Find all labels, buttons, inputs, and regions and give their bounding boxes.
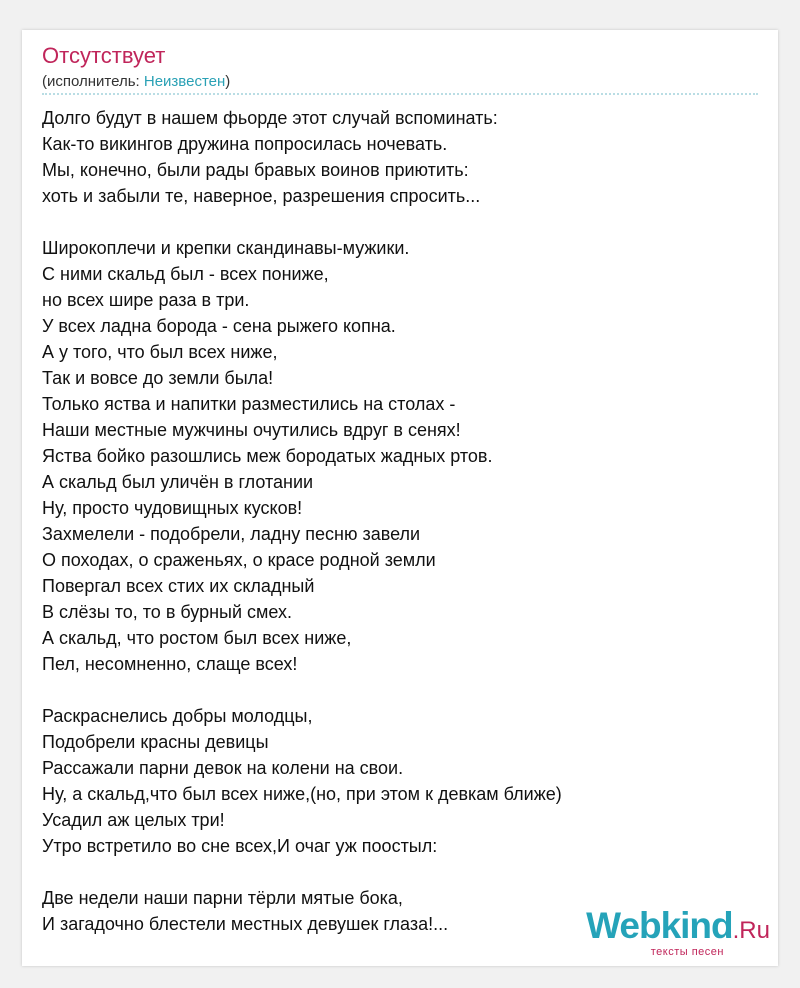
lyric-line: Ну, а скальд,что был всех ниже,(но, при этом к девкам ближе) xyxy=(42,784,562,804)
lyric-line: Пел, несомненно, слаще всех! xyxy=(42,654,298,674)
lyric-line: Повергал всех стих их складный xyxy=(42,576,315,596)
lyric-line: С ними скальд был - всех пониже, xyxy=(42,264,329,284)
lyrics-text xyxy=(42,105,758,937)
webkind-logo[interactable] xyxy=(586,907,770,958)
lyric-line: А скальд был уличён в глотании xyxy=(42,472,314,492)
lyric-line: О походах, о сраженьях, о красе родной земли xyxy=(42,550,436,570)
lyric-line: Широкоплечи и крепки скандинавы-мужики. xyxy=(42,238,410,258)
logo-main: Webkind xyxy=(586,905,733,946)
lyric-line: Мы, конечно, были рады бравых воинов приютить: xyxy=(42,160,469,180)
lyric-line: И загадочно блестели местных девушек глаза!... xyxy=(42,914,449,934)
lyric-line: Как-то викингов дружина попросилась ночевать. xyxy=(42,134,448,154)
lyric-line: Наши местные мужчины очутились вдруг в сенях! xyxy=(42,420,461,440)
lyric-line: А скальд, что ростом был всех ниже, xyxy=(42,628,352,648)
logo-tagline: тексты песен xyxy=(650,946,724,958)
lyric-line: У всех ладна борода - сена рыжего копна. xyxy=(42,316,396,336)
lyric-line: Ну, просто чудовищных кусков! xyxy=(42,498,303,518)
stanza-break xyxy=(42,209,758,235)
lyric-line: Захмелели - подобрели, ладну песню завели xyxy=(42,524,421,544)
lyric-line: Долго будут в нашем фьорде этот случай вспоминать: xyxy=(42,108,498,128)
lyric-line: Усадил аж целых три! xyxy=(42,810,225,830)
lyric-line: Так и вовсе до земли была! xyxy=(42,368,274,388)
lyric-line: Утро встретило во сне всех,И очаг уж поостыл: xyxy=(42,836,438,856)
lyric-line: Подобрели красны девицы xyxy=(42,732,269,752)
lyric-line: Две недели наши парни тёрли мятые бока, xyxy=(42,888,403,908)
stanza-break xyxy=(42,859,758,885)
lyric-line: Только яства и напитки разместились на столах - xyxy=(42,394,456,414)
lyric-line: хоть и забыли те, наверное, разрешения спросить... xyxy=(42,186,481,206)
lyric-line: но всех шире раза в три. xyxy=(42,290,250,310)
logo-suffix: .Ru xyxy=(732,917,770,944)
song-title: Отсутствует xyxy=(42,43,166,68)
title-divider xyxy=(42,93,758,95)
lyric-line: А у того, что был всех ниже, xyxy=(42,342,278,362)
lyrics-card xyxy=(22,30,778,966)
logo-wordmark xyxy=(586,907,770,949)
artist-suffix: ) xyxy=(225,73,231,90)
artist-prefix: (исполнитель: xyxy=(42,73,144,90)
lyric-line: Яства бойко разошлись меж бородатых жадных ртов. xyxy=(42,446,493,466)
lyric-line: Рассажали парни девок на колени на свои. xyxy=(42,758,404,778)
lyric-line: В слёзы то, то в бурный смех. xyxy=(42,602,293,622)
stanza-break xyxy=(42,677,758,703)
artist-link[interactable]: Неизвестен xyxy=(143,73,226,90)
lyric-line: Раскраснелись добры молодцы, xyxy=(42,706,313,726)
artist-line xyxy=(42,73,230,90)
